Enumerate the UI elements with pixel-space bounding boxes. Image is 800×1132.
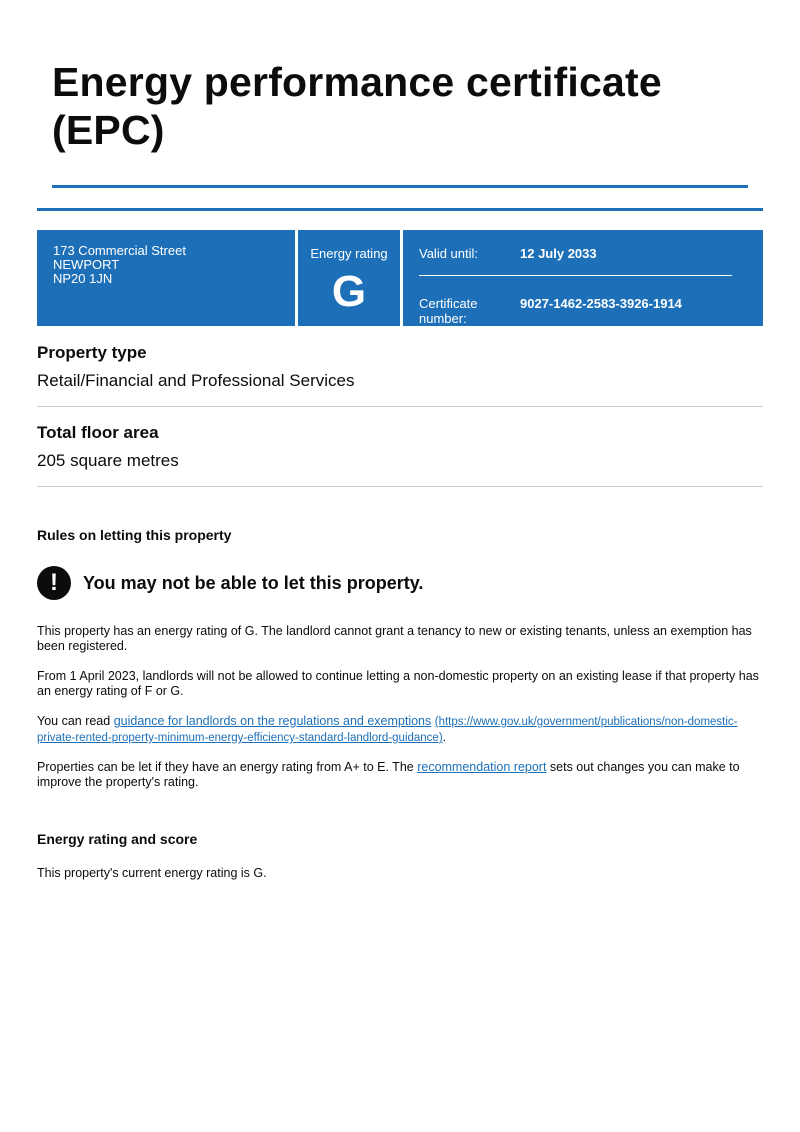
letting-paragraph-2: From 1 April 2023, landlords will not be allowed to continue letting a non-domestic property on an existing lease if that property has an energy rating of F or G. xyxy=(37,669,759,698)
recommendation-report-link[interactable]: recommendation report xyxy=(417,760,547,774)
letting-paragraph-3 xyxy=(37,714,767,746)
warning-callout xyxy=(37,566,423,600)
rating-letter: G xyxy=(331,267,367,316)
valid-until-value: 12 July 2033 xyxy=(520,246,597,261)
letting-rules-heading: Rules on letting this property xyxy=(37,527,232,543)
property-type-heading: Property type xyxy=(37,343,147,362)
title-line-1: Energy performance certificate xyxy=(52,59,662,105)
title-divider xyxy=(52,185,748,188)
address-line-1: 173 Commercial Street xyxy=(53,243,186,258)
address-panel xyxy=(37,230,295,326)
certificate-panel-divider xyxy=(419,275,732,276)
warning-text: You may not be able to let this property. xyxy=(83,572,424,593)
section-divider xyxy=(37,486,763,487)
title-line-2: (EPC) xyxy=(52,107,165,153)
certificate-number-value: 9027-1462-2583-3926-1914 xyxy=(520,296,682,311)
property-type-value: Retail/Financial and Professional Services xyxy=(37,371,355,390)
address-line-2: NEWPORT xyxy=(53,257,120,272)
address-line-3: NP20 1JN xyxy=(53,271,113,286)
rating-panel xyxy=(298,230,400,326)
summary-divider xyxy=(37,208,763,211)
floor-area-heading: Total floor area xyxy=(37,423,159,442)
p3-suffix: . xyxy=(442,730,447,744)
valid-until-label: Valid until: xyxy=(419,246,479,261)
floor-area-value: 205 square metres xyxy=(37,451,179,470)
exclamation-icon: ! xyxy=(37,566,71,600)
rating-label: Energy rating xyxy=(310,246,388,261)
page-title xyxy=(52,58,752,154)
certificate-summary xyxy=(37,230,763,326)
letting-paragraph-4 xyxy=(37,760,767,790)
p4-suffix: sets out changes you can make to improve the property's rating. xyxy=(37,760,740,789)
landlord-guidance-url[interactable]: (https://www.gov.uk/government/publications/non-domestic-private-rented-property-minimum-energy-efficiency-standard-landlord-guidance) xyxy=(37,716,738,744)
section-divider xyxy=(37,406,763,407)
energy-rating-heading: Energy rating and score xyxy=(37,831,198,847)
landlord-guidance-link[interactable]: guidance for landlords on the regulations and exemptions xyxy=(113,714,432,728)
certificate-number-label: Certificate number: xyxy=(419,296,478,326)
p4-prefix: Properties can be let if they have an energy rating from A+ to E. The xyxy=(37,760,418,774)
p3-prefix: You can read xyxy=(37,714,114,728)
letting-paragraph-1: This property has an energy rating of G. The landlord cannot grant a tenancy to new or existing tenants, unless an exemption has been registered. xyxy=(37,624,752,653)
energy-rating-text: This property's current energy rating is G. xyxy=(37,866,267,880)
certificate-panel xyxy=(403,230,763,326)
